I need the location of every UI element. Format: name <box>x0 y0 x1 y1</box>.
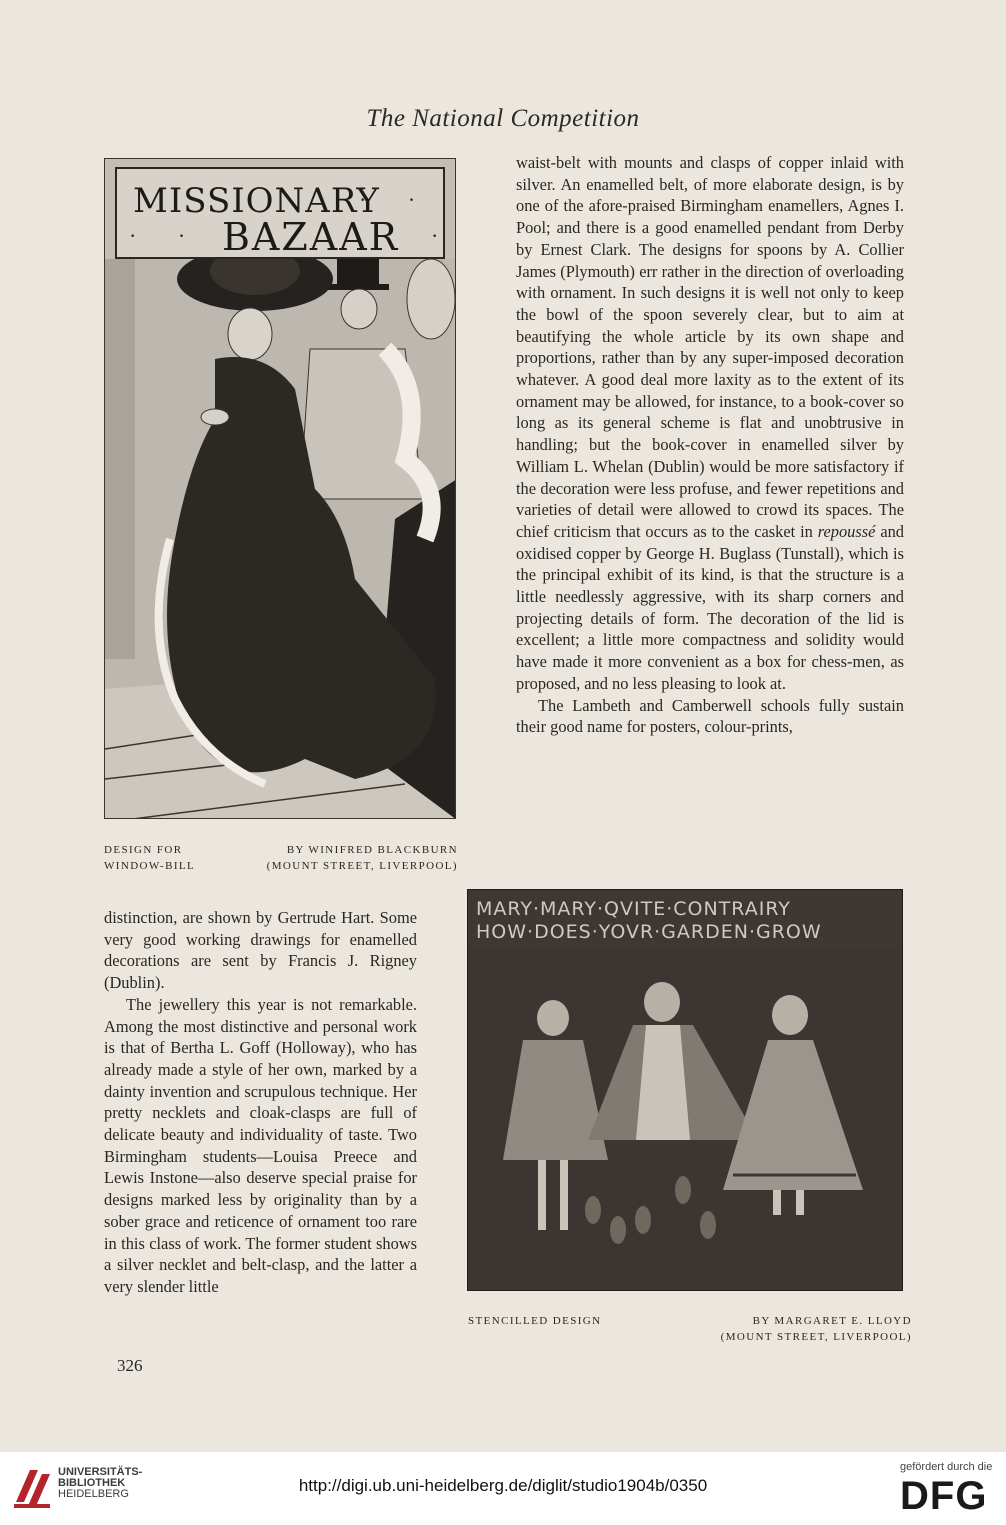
poster-ornament-dots: · · <box>129 223 204 248</box>
caption-text: (MOUNT STREET, LIVERPOOL) <box>720 1331 912 1343</box>
running-head: The National Competition <box>366 105 640 132</box>
caption-text: WINDOW-BILL <box>104 860 196 872</box>
stencil-artwork <box>468 890 903 1291</box>
paragraph <box>516 152 904 695</box>
institution-line: HEIDELBERG <box>58 1488 129 1500</box>
poster-title-line2: BAZAAR <box>222 215 400 259</box>
stencil-title-line2: HOW·DOES·YOVR·GARDEN·GROW <box>476 921 822 943</box>
footer-bar <box>0 1452 1006 1525</box>
poster-title-frame <box>115 167 445 259</box>
stencil-title-line1: MARY·MARY·QVITE·CONTRAIRY <box>476 898 791 920</box>
right-column-text <box>516 152 904 738</box>
poster-ornament-dots: · <box>431 223 439 248</box>
paragraph: The Lambeth and Camberwell schools fully sustain their good name for posters, colour-prints, <box>516 695 904 737</box>
poster-caption-left <box>104 842 195 874</box>
caption-text: (MOUNT STREET, LIVERPOOL) <box>266 860 458 872</box>
italic-term: repoussé <box>817 521 876 541</box>
poster-title-line1: MISSIONARY <box>133 181 380 221</box>
stencil-caption-right <box>690 1313 912 1345</box>
poster-ornament-dots: · · <box>359 187 434 212</box>
text-run: and oxidised copper by George H. Buglass (Tunstall), which is the principal exhibit of its kind, is that the structure is a little needlessly aggressive, with its sharp corners and projecting details of form. The decoration of the lid is excellent; a little more compactness and solidity would have made it more convenient as a box for chess-men, as proposed, and no less pleasing to look at. <box>516 521 904 693</box>
paragraph: The jewellery this year is not remarkable. Among the most distinctive and personal work is that of Bertha L. Goff (Holloway), who has already made a style of her own, marked by a dainty invention and scrupulous technique. Her pretty necklets and cloak-clasps are full of delicate beauty and individuality of taste. Two Birmingham students—Louisa Preece and Lewis Instone—also deserve special praise for designs marked less by originality than by a sober grace and reticence of ornament too rare in this class of work. The former student shows a silver necklet and belt-clasp, and the latter a very slender little <box>104 994 417 1296</box>
poster-illustration <box>104 158 456 819</box>
caption-text: DESIGN FOR <box>104 844 183 856</box>
paragraph: distinction, are shown by Gertrude Hart. Some very good working drawings for enamelled decorations are sent by Francis J. Rigney (Dublin). <box>104 908 417 993</box>
text-run: waist-belt with mounts and clasps of copper inlaid with silver. An enamelled belt, of more elaborate design, is by one of the afore-praised Birmingham enamellers, Agnes I. Pool; and there is a good enamelled pendant from Derby by Ernest Clark. The designs for spoons by A. Collier James (Plymouth) err rather in the direction of overloading with ornament. In such designs it is well not only to keep the bowl of the spoon severely clear, but to aim at beautifying the whole article by its own shape and proportions, rather than by any super-imposed decoration whatever. A good deal more laxity as to the extent of its ornament may be allowed, for instance, to a book-cover so long as its general scheme is flat and unobtrusive in handling; but the book-cover in enamelled silver by William L. Whelan (Dublin) would be more satisfactory if the decoration were less profuse, and fewer repetitions and varieties of detail were allowed to crowd its spaces. The chief criticism that occurs as to the casket in <box>516 153 904 541</box>
page-number: 326 <box>117 1356 143 1375</box>
caption-text: BY MARGARET E. LLOYD <box>752 1315 912 1327</box>
caption-text: BY WINIFRED BLACKBURN <box>286 844 458 856</box>
institution-line: BIBLIOTHEK <box>58 1477 126 1489</box>
permalink-url[interactable]: http://digi.ub.uni-heidelberg.de/diglit/studio1904b/0350 <box>298 1476 708 1495</box>
stencil-caption-left: STENCILLED DESIGN <box>468 1315 602 1327</box>
stencil-illustration <box>467 889 903 1291</box>
poster-caption-right <box>240 842 458 874</box>
institution-line: UNIVERSITÄTS- <box>58 1466 143 1478</box>
dfg-logo: DFG <box>900 1474 988 1518</box>
funding-note: gefördert durch die <box>900 1461 993 1473</box>
left-column-text <box>104 907 417 1298</box>
